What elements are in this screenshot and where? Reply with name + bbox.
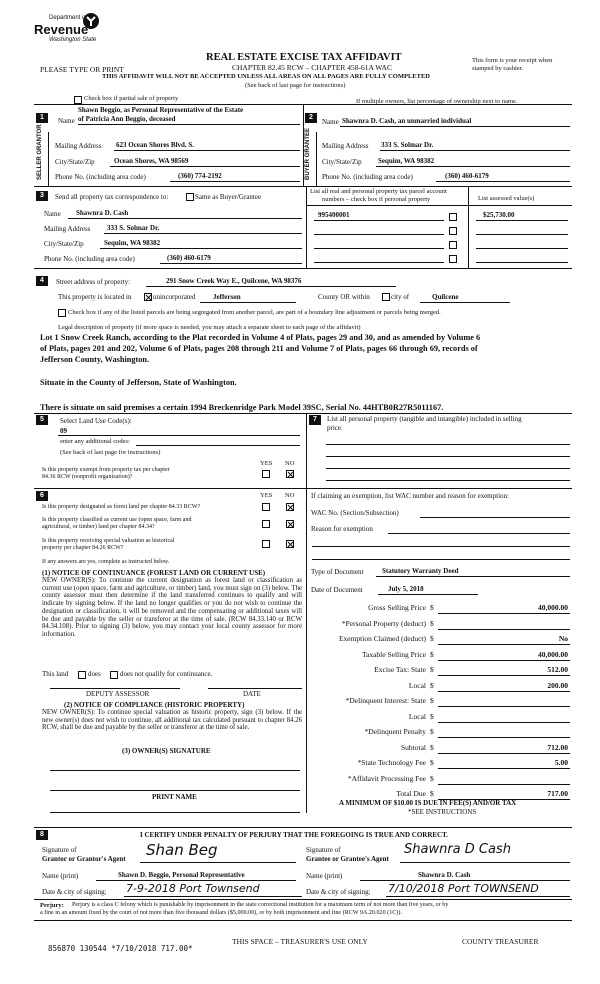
personal-prop-checkbox[interactable] [449, 255, 457, 263]
divider [438, 737, 570, 738]
treasurer-space: THIS SPACE – TREASURER'S USE ONLY [232, 937, 368, 946]
calc-row-currency: $ [430, 758, 434, 767]
historic-notice-body: NEW OWNER(S): To continue special valuation as historic property, sign (3) below. If the new owner(s) does not wish to continue, all additional tax calculated pursuant to chapter 84.26 RCW, shall be due and payable by the seller or transferor at the time of sale. [42, 709, 302, 732]
divider [170, 181, 300, 182]
premises-line[interactable]: There is situate on said premises a certain 1994 Breckenridge Park Model 39SC, Serial No. 44HTB0R27R5011167. [40, 403, 444, 412]
partial-sale-label: Check box if partial sale of property [84, 95, 179, 102]
divider [326, 444, 570, 445]
divider [303, 104, 304, 186]
same-as-buyer-checkbox[interactable] [186, 193, 194, 201]
completion-warning: THIS AFFIDAVIT WILL NOT BE ACCEPTED UNLESS ALL AREAS ON ALL PAGES ARE FULLY COMPLETED [102, 73, 430, 80]
seller-name-line1[interactable]: Shawn Beggio, as Personal Representative of the Estate [78, 106, 244, 114]
grantee-date-label: Date & city of signing: [306, 888, 371, 896]
land-does-not-checkbox[interactable] [110, 671, 118, 679]
exemption-claim-label: If claiming an exemption, list WAC number and reason for exemption: [311, 492, 509, 500]
calc-row-label: Excise Tax: State [374, 665, 426, 674]
yes-header: YES [260, 460, 273, 467]
divider [438, 706, 570, 707]
divider [306, 186, 307, 268]
calc-row-label: Exemption Claimed (deduct) [338, 634, 426, 643]
divider [476, 220, 568, 221]
exempt-no-checkbox[interactable] [286, 470, 294, 478]
land-does-checkbox[interactable] [78, 671, 86, 679]
forest-question: Is this property designated as forest land per chapter 84.33 RCW? [42, 504, 201, 510]
current-use-no-checkbox[interactable] [286, 520, 294, 528]
historic-q-2: property per chapter 84.26 RCW? [42, 545, 124, 551]
divider [438, 660, 570, 661]
buyer-city-label: City/State/Zip [322, 158, 362, 166]
divider [388, 533, 570, 534]
street-label: Street address of property: [56, 278, 131, 286]
calc-row-label: *Delinquent Penalty [364, 727, 426, 736]
divider [114, 150, 300, 151]
grantee-signature[interactable]: Shawnra D Cash [404, 842, 511, 857]
parcel-number[interactable]: 995400001 [318, 211, 350, 219]
continuance-body: NEW OWNER(S): To continue the current designation as forest land or classification as current use (open space, farm and agriculture, or timber) land, you must sign on (3) below. The county assessor must then determine if the land transferred continues to qualify and will indicate by signing below. If the land no longer qualifies or you do not wish to continue the designation or classification, it will be removed and the compensating or additional taxes will be due and payable by the seller or transferor at the time of sale. (RCW 84.33.140 or RCW 84.34.108). Prior to signing (3) below, you may contact your local county assessor for more information. [42, 577, 302, 638]
buyer-city[interactable]: Sequim, WA 98382 [378, 157, 435, 165]
exempt-question-1: Is this property exempt from property tax per chapter [42, 467, 170, 473]
same-as-buyer-label: Same as Buyer/Grantee [195, 193, 262, 201]
grantor-sig-label-1: Signature of [42, 846, 77, 854]
calc-row-label: Gross Selling Price [368, 603, 426, 612]
divider [476, 234, 568, 235]
segregated-checkbox[interactable] [58, 309, 66, 317]
calc-row-label: Subtotal [400, 742, 426, 752]
seller-name-line2[interactable]: of Patricia Ann Beggio, deceased [78, 115, 176, 123]
buyer-side-label: BUYER GRANTEE [305, 127, 311, 180]
grantor-name-label: Name (print) [42, 872, 79, 880]
reason-label: Reason for exemption [311, 525, 373, 533]
divider [34, 186, 572, 187]
forest-no-checkbox[interactable] [286, 503, 294, 511]
form-subtitle: CHAPTER 82.45 RCW – CHAPTER 458-61A WAC [232, 63, 392, 72]
divider [326, 468, 570, 469]
calc-row-currency: $ [430, 649, 434, 659]
perjury-text-1: Perjury is a class C felony which is punishable by imprisonment in the state correctional institution for a maximum term of not more than five years, or by [72, 902, 449, 908]
grantee-sig-label-1: Signature of [306, 846, 341, 854]
doc-date-label: Date of Document [311, 586, 363, 594]
divider [476, 248, 568, 249]
s6-yes-header: YES [260, 492, 273, 499]
section-4-badge: 4 [36, 276, 48, 286]
grantor-date-label: Date & city of signing: [42, 888, 107, 896]
buyer-phone-label: Phone No. (including area code) [322, 173, 413, 181]
divider [58, 435, 300, 436]
county-treasurer: COUNTY TREASURER [462, 937, 539, 946]
seller-name-label: Name [58, 117, 75, 125]
historic-no-checkbox[interactable] [286, 540, 294, 548]
calc-row-value[interactable]: 512.00 [547, 665, 568, 674]
seller-mail-label: Mailing Address [55, 142, 102, 150]
tax-corr-name[interactable]: Shawnra D. Cash [76, 209, 129, 217]
current-use-yes-checkbox[interactable] [262, 520, 270, 528]
divider [34, 899, 572, 900]
certify-heading: I CERTIFY UNDER PENALTY OF PERJURY THAT THE FOREGOING IS TRUE AND CORRECT. [140, 831, 449, 839]
grantee-name-label: Name (print) [306, 872, 343, 880]
tax-corr-mail[interactable]: 333 S. Solmar Dr. [107, 224, 160, 232]
divider [314, 234, 444, 235]
land-use-code[interactable]: 09 [60, 427, 67, 435]
divider [312, 559, 570, 560]
logo-line-2: Revenue [34, 22, 89, 37]
see-instructions: *SEE INSTRUCTIONS [408, 808, 477, 816]
print-name-label: PRINT NAME [152, 793, 197, 801]
land-does-label: does [88, 670, 101, 678]
street-address[interactable]: 291 Snow Creek Way E., Quilcene, WA 98376 [166, 277, 302, 285]
buyer-name[interactable]: Shawnra D. Cash, an unmarried individual [342, 117, 472, 125]
calc-row-value[interactable]: 40,000.00 [538, 649, 568, 659]
section-6-badge: 6 [36, 491, 48, 501]
receipt-note: This form is your receipt when stamped by cashier. [472, 57, 553, 72]
divider [378, 594, 478, 595]
section-7-badge: 7 [309, 415, 321, 425]
legal-line-2[interactable]: of Plats, pages 201 and 202, Volume 6 of Plats, pages 208 through 211 and Volume 7 of Plats, pages 66 through 69, records of [40, 344, 478, 353]
divider [208, 688, 302, 689]
s6-no-header: NO [285, 492, 295, 499]
city-of-label: city of [391, 293, 410, 301]
grantee-name[interactable]: Shawnra D. Cash [418, 871, 471, 879]
grantee-sig-label-2: Grantee or Grantee's Agent [306, 855, 389, 863]
calc-row-label: Local [408, 711, 426, 721]
no-header: NO [285, 460, 295, 467]
doc-type-label: Type of Document [311, 568, 364, 576]
seller-side-label: SELLER GRANTOR [37, 124, 43, 180]
calc-row-label: *State Technology Fee [357, 758, 426, 767]
personal-prop-checkbox[interactable] [449, 241, 457, 249]
divider [34, 268, 572, 269]
parcels-heading-1: List all real and personal property tax parcel account [310, 188, 447, 195]
grantor-name[interactable]: Shawn D. Beggio, Personal Representative [118, 871, 245, 879]
situate-line[interactable]: Situate in the County of Jefferson, State of Washington. [40, 378, 237, 387]
tax-corr-mail-label: Mailing Address [44, 225, 91, 233]
legal-line-1[interactable]: Lot 1 Snow Creek Ranch, according to the Plat recorded in Volume 4 of Plats, pages 29 and 30, and as amended by Volume 6 [40, 333, 481, 342]
grantor-signature[interactable]: Shan Beg [146, 841, 218, 859]
buyer-name-label: Name [322, 118, 339, 126]
divider [124, 896, 302, 897]
calc-row-label: Total Due [396, 789, 426, 798]
personal-prop-label-1: List all personal property (tangible and intangible) included in selling [327, 415, 522, 423]
section-1-badge: 1 [36, 113, 48, 123]
historic-yes-checkbox[interactable] [262, 540, 270, 548]
please-type: PLEASE TYPE OR PRINT [40, 65, 124, 74]
divider [376, 166, 570, 167]
county-or-within: County OR within [318, 293, 370, 301]
assessed-heading: List assessed value(s) [478, 195, 535, 202]
calc-row-currency: $ [430, 634, 434, 643]
land-use-label: Select Land Use Code(s): [60, 417, 132, 425]
calc-row-currency: $ [430, 711, 434, 721]
seller-city-label: City/State/Zip [55, 158, 95, 166]
calc-row-currency: $ [430, 742, 434, 752]
calc-row-value[interactable]: 200.00 [547, 680, 568, 690]
calc-row-currency: $ [430, 665, 434, 674]
cashier-stamp: 856870 130544 *7/10/2018 717.00* [48, 944, 193, 953]
historic-q-1: Is this property receiving special valuation as historical [42, 538, 175, 544]
located-label: This property is located in [58, 293, 132, 301]
section-8-badge: 8 [36, 830, 48, 840]
tax-corr-heading: Send all property tax correspondence to: [55, 193, 169, 201]
divider [140, 862, 296, 863]
divider [340, 126, 570, 127]
divider [438, 753, 570, 754]
divider [50, 790, 300, 791]
buyer-phone[interactable]: (360) 460-6179 [445, 172, 489, 180]
current-use-q-2: agricultural, or timber) land per chapter 84.34? [42, 524, 155, 530]
calc-row-currency: $ [430, 680, 434, 690]
buyer-mail[interactable]: 333 S. Solmar Dr. [381, 141, 434, 149]
divider [420, 302, 510, 303]
calc-row-value[interactable]: 40,000.00 [538, 603, 568, 612]
divider [438, 722, 570, 723]
calc-row-currency: $ [430, 727, 434, 736]
divider [78, 124, 300, 125]
divider [360, 880, 570, 881]
divider [438, 784, 570, 785]
unincorporated-label: unincorporated [153, 293, 196, 301]
calc-row-label: *Personal Property (deduct) [341, 618, 426, 628]
divider [438, 675, 570, 676]
divider [438, 644, 570, 645]
divider [438, 768, 570, 769]
doc-type[interactable]: Statutory Warranty Deed [382, 567, 459, 575]
perjury-label: Perjury: [40, 902, 64, 909]
land-use-see-back: (See back of last page for instructions) [60, 449, 161, 456]
divider [314, 220, 444, 221]
divider [476, 262, 568, 263]
historic-notice-title: (2) NOTICE OF COMPLIANCE (HISTORIC PROPERTY) [64, 701, 245, 709]
calc-row-value[interactable]: 717.00 [547, 789, 568, 798]
divider [326, 456, 570, 457]
tax-corr-phone[interactable]: (360) 460-6179 [167, 254, 211, 262]
divider [96, 880, 296, 881]
doc-date[interactable]: July 5, 2018 [388, 585, 424, 593]
divider [110, 166, 300, 167]
calc-row-currency: $ [430, 618, 434, 628]
unincorporated-checkbox[interactable] [144, 293, 152, 301]
section-3-badge: 3 [36, 191, 48, 201]
forest-yes-checkbox[interactable] [262, 503, 270, 511]
seller-phone-label: Phone No. (including area code) [55, 173, 146, 181]
calc-row-value[interactable]: No [558, 634, 568, 643]
personal-prop-label-2: price. [327, 424, 343, 432]
assessed-value[interactable]: $25,730.00 [483, 211, 515, 219]
calc-row-label: *Delinquent Interest: State [345, 696, 426, 705]
divider [50, 688, 180, 689]
divider [436, 181, 570, 182]
calc-row-currency: $ [430, 603, 434, 612]
owner-signature-label: (3) OWNER(S) SIGNATURE [122, 747, 211, 755]
city-name[interactable]: Quilcene [432, 293, 459, 301]
divider [312, 546, 570, 547]
divider [438, 629, 570, 630]
seller-city[interactable]: Ocean Shores, WA 98569 [114, 157, 189, 165]
calc-row-currency: $ [430, 773, 434, 783]
divider [386, 896, 570, 897]
calc-row-value[interactable]: 5.00 [554, 758, 568, 767]
date-label: DATE [243, 690, 261, 698]
divider [48, 132, 49, 186]
divider [146, 286, 396, 287]
tax-corr-phone-label: Phone No. (including area code) [44, 255, 135, 263]
calc-row-label: Taxable Selling Price [361, 649, 426, 659]
current-use-q-1: Is this property classified as current use (open space, farm and [42, 517, 192, 523]
divider [200, 302, 296, 303]
section-5-badge: 5 [36, 415, 48, 425]
divider [50, 812, 300, 813]
exempt-question-2: 84.36 RCW (nonprofit organization)? [42, 474, 133, 480]
divider [100, 248, 302, 249]
divider [306, 205, 572, 206]
seller-mail[interactable]: 623 Ocean Shores Blvd. S. [116, 141, 195, 149]
seller-phone[interactable]: (360) 774-2192 [178, 172, 222, 180]
divider [50, 770, 300, 771]
see-back-note: (See back of last page for instructions) [245, 82, 346, 89]
legal-label: Legal description of property (if more space is needed, you may attach a separate sheet to each page of the affidavit) [58, 324, 361, 331]
grantor-sig-label-2: Grantor or Grantor's Agent [42, 855, 126, 863]
city-of-checkbox[interactable] [382, 293, 390, 301]
calc-row-value[interactable]: 712.00 [547, 742, 568, 752]
legal-line-3[interactable]: Jefferson County, Washington. [40, 355, 150, 364]
calc-row-currency: $ [430, 696, 434, 705]
divider [104, 233, 302, 234]
grantee-date-city[interactable]: 7/10/2018 Port TOWNSEND [388, 882, 539, 895]
buyer-mail-label: Mailing Address [322, 142, 369, 150]
divider [420, 517, 570, 518]
divider [34, 488, 572, 489]
divider [316, 132, 317, 186]
tax-corr-city[interactable]: Sequim, WA 98382 [104, 239, 161, 247]
divider [160, 263, 302, 264]
exempt-yes-checkbox[interactable] [262, 470, 270, 478]
divider [400, 862, 570, 863]
divider [34, 920, 572, 921]
divider [34, 413, 572, 414]
if-any-yes: If any answers are yes, complete as instructed below. [42, 559, 170, 565]
divider [468, 186, 469, 268]
divider [326, 480, 570, 481]
form-title: REAL ESTATE EXCISE TAX AFFIDAVIT [206, 52, 402, 63]
divider [34, 827, 572, 828]
perjury-text-2: a fine in an amount fixed by the court of not more than five thousand dollars ($5,000.00), or by both imprisonment and fine (RCW 9A.20.020 (1C)). [40, 910, 402, 916]
this-land-label: This land [42, 670, 69, 678]
divider [306, 413, 307, 813]
calc-row-currency: $ [430, 789, 434, 798]
personal-prop-checkbox[interactable] [449, 227, 457, 235]
grantor-date-city[interactable]: 7-9-2018 Port Townsend [126, 882, 260, 895]
logo-line-3: Washington State [49, 37, 97, 43]
calc-row-label: *Affidavit Processing Fee [347, 773, 426, 783]
land-does-not-label: does not qualify for continuance. [120, 670, 213, 678]
partial-sale-checkbox[interactable] [74, 96, 82, 104]
divider [380, 150, 570, 151]
divider [314, 248, 444, 249]
divider [68, 218, 302, 219]
divider [438, 691, 570, 692]
deputy-assessor-label: DEPUTY ASSESSOR [86, 690, 150, 698]
additional-codes-label: enter any additional codes: [60, 438, 130, 445]
parcels-heading-2: numbers – check box if personal property [322, 196, 431, 203]
divider [376, 576, 570, 577]
continuance-title: (1) NOTICE OF CONTINUANCE (FOREST LAND OR CURRENT USE) [42, 569, 266, 577]
calc-row-label: Local [408, 680, 426, 690]
multiple-owners-note: If multiple owners, list percentage of ownership next to name. [356, 98, 518, 105]
personal-prop-checkbox[interactable] [449, 213, 457, 221]
segregated-label: Check box if any of the listed parcels are being segregated from another parcel, are part of a boundary line adjustment or parcels being merged. [68, 309, 441, 316]
logo-line-1: Department of [49, 15, 88, 21]
divider [438, 613, 570, 614]
tax-corr-city-label: City/State/Zip [44, 240, 84, 248]
wac-label: WAC No. (Section/Subsection) [311, 509, 399, 517]
divider [136, 445, 300, 446]
tax-corr-name-label: Name [44, 210, 61, 218]
minimum-fee-note: A MINIMUM OF $10.00 IS DUE IN FEE(S) AND/OR TAX [339, 799, 517, 807]
section-2-badge: 2 [305, 113, 317, 123]
divider [314, 262, 444, 263]
county-name[interactable]: Jefferson [213, 293, 241, 301]
